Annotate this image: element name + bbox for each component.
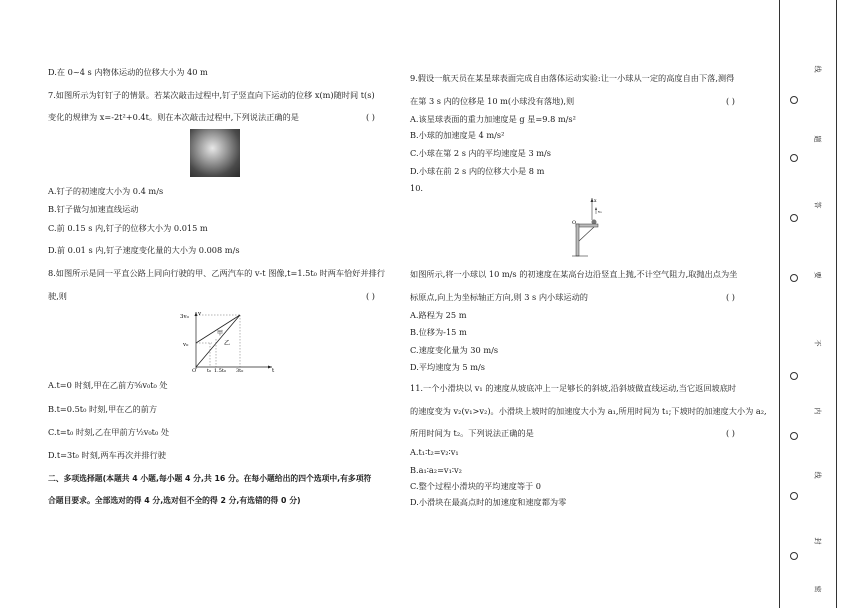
q7-answer-paren: ( )	[366, 112, 375, 122]
y-tick-v0: v₀	[183, 342, 189, 348]
q10-stem-line2: 标原点,向上为坐标轴正方向,则 3 s 内小球运动的	[410, 292, 588, 302]
q10-stem-line1: 如图所示,将一小球以 10 m/s 的初速度在某高台边沿竖直上抛,不计空气阻力,取抛出点为坐	[410, 269, 738, 279]
q9-option-c: C.小球在第 2 s 内的平均速度是 3 m/s	[410, 148, 551, 158]
label-jia: 甲	[217, 330, 224, 337]
q9-stem-line2: 在第 3 s 内的位移是 10 m(小球没有落地),则	[410, 96, 575, 106]
binding-char: 线	[813, 65, 822, 73]
q10-option-d: D.平均速度为 5 m/s	[410, 362, 485, 372]
binding-char: 答	[813, 201, 822, 209]
q10-number: 10.	[410, 183, 424, 193]
q10-ledge-figure	[558, 196, 608, 258]
x-axis-label: t	[272, 368, 275, 373]
x-tick-1-5t0: 1.5t₀	[214, 368, 226, 373]
q7-stem-line1: 7.如图所示为钉钉子的情景。若某次敲击过程中,钉子竖直向下运动的位移 x(m)随时间 t(s)	[48, 90, 375, 100]
section2-heading-line1: 二、多项选择题(本题共 4 小题,每小题 4 分,共 16 分。在每小题给出的四个选项中,有多项符	[48, 474, 372, 483]
q8-option-c: C.t=t₀ 时刻,乙在甲前方½v₀t₀ 处	[48, 427, 170, 437]
line-yi	[196, 315, 240, 367]
binding-hole-icon	[790, 552, 798, 560]
q7-option-d: D.前 0.01 s 内,钉子速度变化量的大小为 0.008 m/s	[48, 245, 240, 255]
binding-char: 内	[813, 407, 822, 415]
q11-stem-line2: 的速度变为 v₂(v₁>v₂)。小滑块上坡时的加速度大小为 a₁,所用时间为 t₁;下坡时的加速度大小为 a₂,	[410, 406, 767, 416]
x-tick-t0: t₀	[207, 368, 212, 373]
origin-label: O	[192, 368, 197, 373]
q8-stem-line2: 驶,则	[48, 291, 67, 301]
x-tick-3t0: 3t₀	[236, 368, 244, 373]
q8-vt-graph	[180, 309, 276, 373]
binding-hole-icon	[790, 432, 798, 440]
v0-label: v₀	[598, 209, 602, 214]
q7-option-b: B.钉子做匀加速直线运动	[48, 204, 139, 214]
q10-answer-paren: ( )	[726, 292, 735, 302]
binding-char: 题	[813, 135, 822, 143]
q9-answer-paren: ( )	[726, 96, 735, 106]
binding-char: 要	[813, 271, 822, 279]
q8-option-a: A.t=0 时刻,甲在乙前方⁵⁄₈v₀t₀ 处	[48, 380, 168, 390]
binding-char: 封	[813, 537, 822, 545]
binding-hole-icon	[790, 274, 798, 282]
line-jia	[196, 315, 240, 343]
q10-option-c: C.速度变化量为 30 m/s	[410, 345, 499, 355]
q9-option-b: B.小球的加速度是 4 m/s²	[410, 130, 505, 140]
section2-heading-line2: 合题目要求。全部选对的得 4 分,选对但不全的得 2 分,有选错的得 0 分)	[48, 496, 301, 505]
y-axis-label: v	[198, 311, 202, 317]
binding-margin	[778, 0, 860, 608]
q11-stem-line1: 11.一个小滑块以 v₁ 的速度从坡底冲上一足够长的斜坡,沿斜坡做直线运动,当它返回坡底时	[410, 383, 737, 393]
binding-line-outer	[779, 0, 780, 608]
q11-option-a: A.t₁∶t₂=v₂∶v₁	[410, 447, 459, 457]
q9-stem-line1: 9.假设一航天员在某星球表面完成自由落体运动实验:让一小球从一定的高度自由下落,测得	[410, 73, 735, 83]
q8-option-b: B.t=0.5t₀ 时刻,甲在乙的前方	[48, 404, 158, 414]
q9-option-d: D.小球在前 2 s 内的位移大小是 8 m	[410, 166, 545, 176]
y-tick-3v0: 3v₀	[180, 314, 189, 320]
binding-hole-icon	[790, 154, 798, 162]
q7-option-c: C.前 0.15 s 内,钉子的位移大小为 0.015 m	[48, 223, 208, 233]
q11-stem-line3: 所用时间为 t₂。下列说法正确的是	[410, 428, 534, 438]
binding-line-inner	[836, 0, 837, 608]
binding-hole-icon	[790, 96, 798, 104]
q11-option-b: B.a₁∶a₂=v₁∶v₂	[410, 465, 462, 475]
q8-stem-line1: 8.如图所示是同一平直公路上同向行驶的甲、乙两汽车的 v-t 图像,t=1.5t₀ 时两车恰好并排行	[48, 268, 386, 278]
q8-option-d: D.t=3t₀ 时刻,两车再次并排行驶	[48, 450, 166, 460]
q10-option-a: A.路程为 25 m	[410, 310, 467, 320]
binding-char: 线	[813, 471, 822, 479]
q11-option-c: C.整个过程小滑块的平均速度等于 0	[410, 481, 542, 491]
q10-option-b: B.位移为-15 m	[410, 327, 467, 337]
binding-hole-icon	[790, 492, 798, 500]
origin-o-label: O	[572, 220, 577, 226]
axis-x-label: x	[594, 199, 597, 204]
q9-option-a: A.该星球表面的重力加速度是 g 星=9.8 m/s²	[410, 114, 576, 124]
hammer-nail-photo	[190, 129, 240, 177]
q7-stem-line2: 变化的规律为 x=-2t²+0.4t。则在本次敲击过程中,下列说法正确的是	[48, 112, 299, 122]
q11-option-d: D.小滑块在最高点时的加速度和速度都为零	[410, 497, 567, 507]
label-yi: 乙	[224, 340, 231, 347]
binding-char: 密	[813, 585, 822, 593]
binding-hole-icon	[790, 214, 798, 222]
binding-char: 不	[813, 339, 822, 347]
q8-answer-paren: ( )	[366, 291, 375, 301]
q7-option-a: A.钉子的初速度大小为 0.4 m/s	[48, 186, 164, 196]
q11-answer-paren: ( )	[726, 428, 735, 438]
binding-hole-icon	[790, 372, 798, 380]
q6-option-d: D.在 0~4 s 内物体运动的位移大小为 40 m	[48, 67, 208, 77]
